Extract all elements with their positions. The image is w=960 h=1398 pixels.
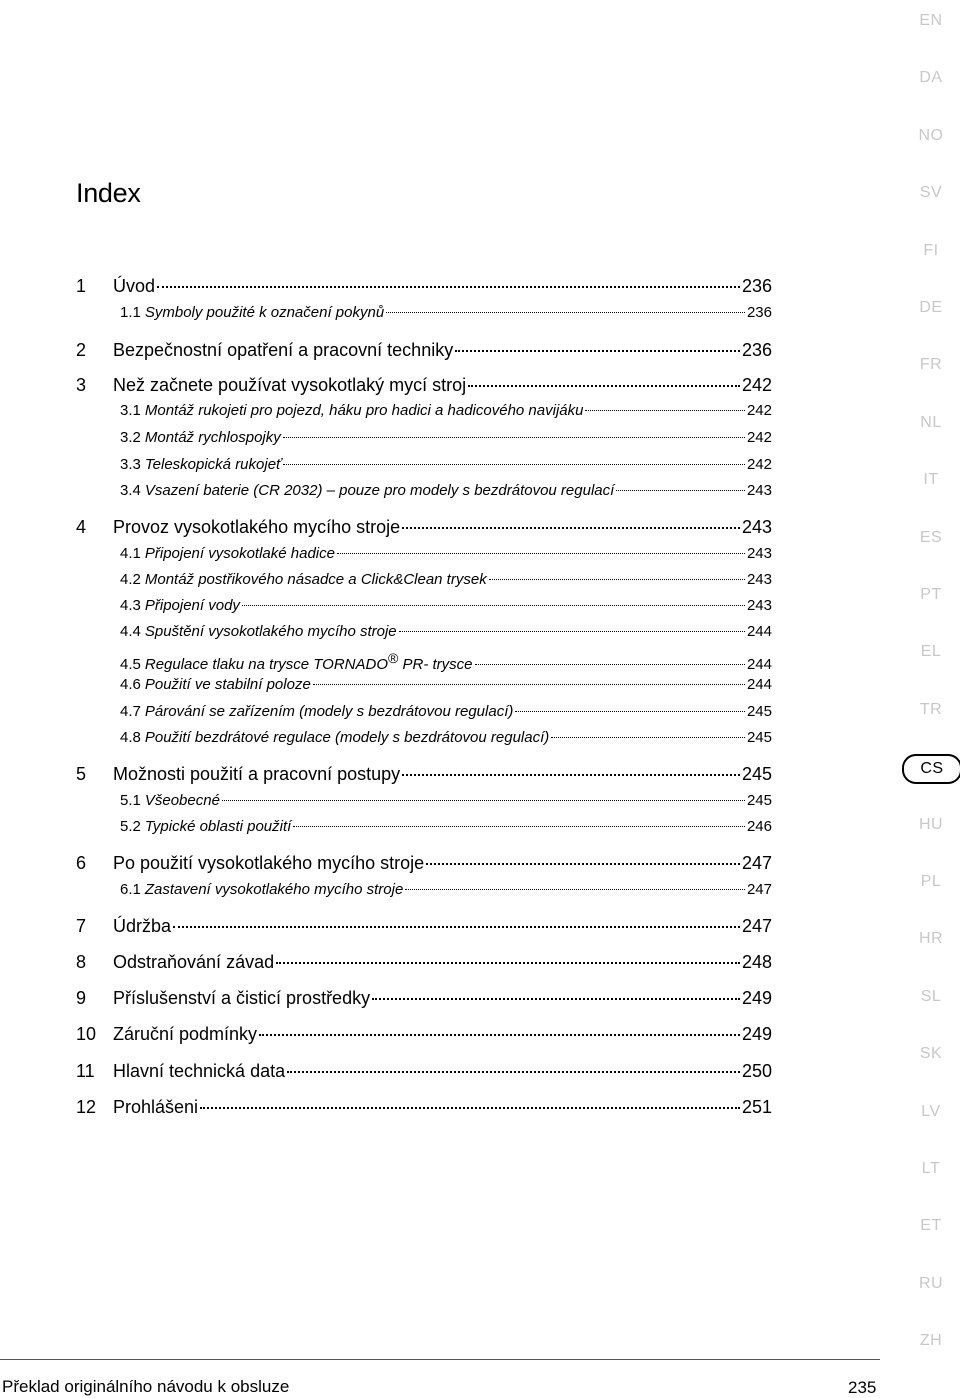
toc-entry-title: Symboly použité k označení pokynů	[144, 304, 385, 321]
toc-entry-title: Provoz vysokotlakého mycího stroje	[113, 517, 401, 537]
toc-entry-number: 6	[76, 853, 87, 873]
page-number: 235	[848, 1378, 877, 1397]
toc-entry-title	[145, 650, 473, 673]
toc-entry-title: Možnosti použití a pracovní postupy	[113, 764, 401, 784]
dot-leader	[293, 826, 745, 827]
toc-entry-title: Teleskopická rukojeť	[144, 456, 282, 473]
language-tab-nl[interactable]: NL	[920, 413, 942, 431]
toc-entry-page: 243	[746, 571, 772, 588]
toc-entry[interactable]	[76, 276, 772, 298]
toc-entry-title: Typické oblasti použití	[144, 818, 292, 835]
language-tab-it[interactable]: IT	[923, 471, 939, 489]
toc-entry-title: Použití bezdrátové regulace (modely s bezdrátovou regulací)	[144, 729, 550, 746]
toc-entry-page: 243	[746, 482, 772, 499]
toc-entry-page: 242	[746, 402, 772, 419]
toc-entry-title: Montáž rukojeti pro pojezd, háku pro hadici a hadicového navijáku	[144, 402, 584, 419]
toc-entry[interactable]	[76, 456, 772, 478]
language-tab-cs[interactable]: CS	[902, 754, 960, 784]
toc-entry[interactable]	[76, 402, 772, 424]
toc-entry-number: 4.5	[120, 656, 141, 673]
toc-entry[interactable]	[76, 818, 772, 840]
toc-entry-page: 247	[746, 881, 772, 898]
toc-entry-page: 244	[746, 656, 772, 673]
language-tab-no[interactable]: NO	[918, 126, 944, 144]
toc-entry-number: 3.3	[120, 456, 141, 473]
toc-entry-number: 10	[76, 1024, 97, 1044]
dot-leader	[405, 889, 745, 890]
language-tab-ru[interactable]: RU	[918, 1274, 944, 1292]
toc-entry-number: 4.2	[120, 571, 141, 588]
dot-leader	[283, 437, 745, 438]
toc-entry-title: Připojení vody	[144, 597, 240, 614]
toc-entry-title: Záruční podmínky	[113, 1024, 258, 1044]
language-tab-pl[interactable]: PL	[920, 873, 942, 890]
dot-leader	[259, 1034, 740, 1036]
toc-entry[interactable]	[76, 340, 772, 362]
toc-entry-title: Údržba	[113, 916, 172, 936]
toc-entry-page: 236	[746, 304, 772, 321]
toc-entry-number: 7	[76, 916, 87, 936]
dot-leader	[399, 631, 745, 632]
dot-leader	[157, 286, 740, 288]
toc-entry-title: Zastavení vysokotlakého mycího stroje	[144, 881, 404, 898]
dot-leader	[276, 962, 740, 964]
toc-entry-page: 243	[746, 597, 772, 614]
dot-leader	[287, 1071, 740, 1073]
language-tab-sl[interactable]: SL	[920, 987, 942, 1005]
language-tab-es[interactable]: ES	[919, 528, 943, 546]
dot-leader	[242, 605, 745, 606]
toc-entry-number: 4.7	[120, 703, 141, 720]
language-tab-sk[interactable]: SK	[919, 1045, 943, 1063]
toc-entry[interactable]	[76, 429, 772, 451]
language-tab-fi[interactable]: FI	[923, 241, 939, 259]
toc-entry[interactable]	[76, 676, 772, 698]
dot-leader	[173, 926, 740, 928]
toc-entry-number: 11	[76, 1061, 95, 1081]
toc-entry[interactable]	[76, 853, 772, 875]
dot-leader	[402, 527, 740, 529]
toc-entry-title: Úvod	[113, 276, 156, 296]
dot-leader	[200, 1107, 740, 1109]
toc-entry-number: 8	[76, 952, 87, 972]
toc-entry[interactable]	[76, 988, 772, 1010]
toc-entry[interactable]	[76, 482, 772, 504]
toc-entry-title: Připojení vysokotlaké hadice	[144, 545, 335, 562]
dot-leader	[313, 684, 745, 685]
toc-entry-number: 5.2	[120, 818, 141, 835]
toc-entry-title: Spuštění vysokotlakého mycího stroje	[144, 623, 397, 640]
toc-entry-page: 244	[746, 676, 772, 693]
toc-entry[interactable]	[76, 764, 772, 786]
dot-leader	[372, 998, 740, 1000]
toc-entry-title: Příslušenství a čisticí prostředky	[113, 988, 371, 1008]
dot-leader	[515, 711, 745, 712]
toc-entry-page: 245	[746, 729, 772, 746]
toc-entry-title: Než začnete používat vysokotlaký mycí stroj	[113, 375, 467, 395]
toc-entry-page: 247	[741, 853, 772, 873]
toc-entry-page: 243	[741, 517, 772, 537]
toc-entry[interactable]	[76, 952, 772, 974]
toc-entry-number: 5	[76, 764, 87, 784]
dot-leader	[475, 664, 745, 665]
toc-entry-title: Montáž postřikového násadce a Click&Clean trysek	[144, 571, 487, 588]
dot-leader	[222, 800, 745, 801]
toc-entry-number: 4.6	[120, 676, 141, 693]
dot-leader	[468, 385, 740, 387]
language-tab-hu[interactable]: HU	[918, 815, 944, 833]
toc-entry-title: Všeobecné	[144, 792, 220, 809]
toc-entry-number: 2	[76, 340, 87, 360]
language-tab-da[interactable]: DA	[919, 69, 943, 87]
language-tab-lt[interactable]: LT	[921, 1160, 941, 1177]
toc-entry-title: Použití ve stabilní poloze	[144, 676, 311, 693]
toc-entry[interactable]	[76, 650, 772, 672]
language-tab-sv[interactable]: SV	[919, 184, 943, 202]
toc-entry[interactable]	[76, 375, 772, 397]
toc-entry-title-part: PR- trysce	[398, 656, 473, 673]
toc-entry-page: 244	[746, 623, 772, 640]
toc-entry-number: 3	[76, 375, 87, 395]
toc-entry[interactable]	[76, 517, 772, 539]
toc-entry-number: 6.1	[120, 881, 141, 898]
toc-entry[interactable]	[76, 545, 772, 567]
language-tab-et[interactable]: ET	[920, 1217, 942, 1235]
toc-entry-number: 4.8	[120, 729, 141, 746]
toc-entry-page: 249	[741, 1024, 772, 1044]
footer-divider	[0, 1359, 880, 1360]
toc-entry[interactable]	[76, 881, 772, 903]
toc-entry-number: 1.1	[120, 304, 141, 321]
toc-entry-number: 9	[76, 988, 87, 1008]
language-tab-el[interactable]: EL	[920, 643, 942, 661]
toc-entry-title-part: Regulace tlaku na trysce TORNADO	[144, 656, 389, 673]
language-tab-en[interactable]: EN	[919, 12, 943, 29]
toc-entry[interactable]	[76, 916, 772, 938]
toc-entry[interactable]	[76, 1024, 772, 1046]
toc-entry-page: 243	[746, 545, 772, 562]
language-tab-tr[interactable]: TR	[919, 700, 943, 718]
toc-entry-number: 12	[76, 1097, 97, 1117]
toc-entry-title: Prohlášeni	[113, 1097, 199, 1117]
language-tab-hr[interactable]: HR	[918, 930, 944, 948]
toc-entry-number: 5.1	[120, 792, 141, 809]
toc-entry-title: Hlavní technická data	[113, 1061, 286, 1081]
toc-entry-title: Po použití vysokotlakého mycího stroje	[113, 853, 425, 873]
dot-leader	[283, 464, 745, 465]
toc-entry-number: 3.1	[120, 402, 141, 419]
toc-entry[interactable]	[76, 729, 772, 751]
toc-entry-page: 242	[741, 375, 772, 395]
toc-entry-number: 3.4	[120, 482, 141, 499]
toc-entry-title: Odstraňování závad	[113, 952, 275, 972]
toc-entry-page: 251	[741, 1097, 772, 1117]
dot-leader	[426, 863, 740, 865]
language-tab-zh[interactable]: ZH	[919, 1332, 943, 1350]
dot-leader	[402, 774, 740, 776]
language-tab-pt[interactable]: PT	[920, 586, 942, 603]
toc-entry-page: 242	[746, 429, 772, 446]
toc-entry-number: 3.2	[120, 429, 141, 446]
dot-leader	[489, 579, 745, 580]
dot-leader	[337, 553, 745, 554]
language-tab-fr[interactable]: FR	[919, 356, 943, 374]
footer-title: Překlad originálního návodu k obsluze	[2, 1377, 290, 1396]
dot-leader	[585, 410, 745, 411]
toc-entry-page: 250	[741, 1061, 772, 1081]
toc-entry-page: 248	[741, 952, 772, 972]
dot-leader	[551, 737, 745, 738]
toc-entry-number: 4.4	[120, 623, 141, 640]
toc-entry-title: Párování se zařízením (modely s bezdrátovou regulací)	[144, 703, 514, 720]
page-title: Index	[76, 178, 141, 208]
toc-entry[interactable]	[76, 623, 772, 645]
toc-entry-page: 236	[741, 276, 772, 296]
toc-entry-number: 4.3	[120, 597, 141, 614]
toc-entry-page: 247	[741, 916, 772, 936]
dot-leader	[616, 490, 745, 491]
toc-entry-title: Vsazení baterie (CR 2032) – pouze pro modely s bezdrátovou regulací	[144, 482, 615, 499]
toc-entry[interactable]	[76, 571, 772, 593]
toc-entry[interactable]	[76, 304, 772, 326]
toc-entry[interactable]	[76, 1097, 772, 1119]
toc-entry-page: 242	[746, 456, 772, 473]
language-tab-de[interactable]: DE	[919, 299, 943, 316]
toc-entry[interactable]	[76, 1061, 772, 1083]
toc-entry-title: Bezpečnostní opatření a pracovní techniky	[113, 340, 454, 360]
toc-entry-number: 1	[76, 276, 87, 296]
toc-entry-page: 245	[741, 764, 772, 784]
toc-entry-number: 4	[76, 517, 87, 537]
toc-entry-page: 245	[746, 703, 772, 720]
toc-entry-title: Montáž rychlospojky	[144, 429, 281, 446]
registered-mark: ®	[388, 650, 399, 666]
toc-entry[interactable]	[76, 792, 772, 814]
toc-entry-page: 236	[741, 340, 772, 360]
toc-entry-page: 245	[746, 792, 772, 809]
toc-entry-page: 246	[746, 818, 772, 835]
dot-leader	[386, 312, 745, 313]
language-tab-lv[interactable]: LV	[921, 1102, 941, 1120]
toc-entry-number: 4.1	[120, 545, 141, 562]
toc-entry[interactable]	[76, 597, 772, 619]
dot-leader	[455, 350, 740, 352]
toc-entry-page: 249	[741, 988, 772, 1008]
toc-entry[interactable]	[76, 703, 772, 725]
